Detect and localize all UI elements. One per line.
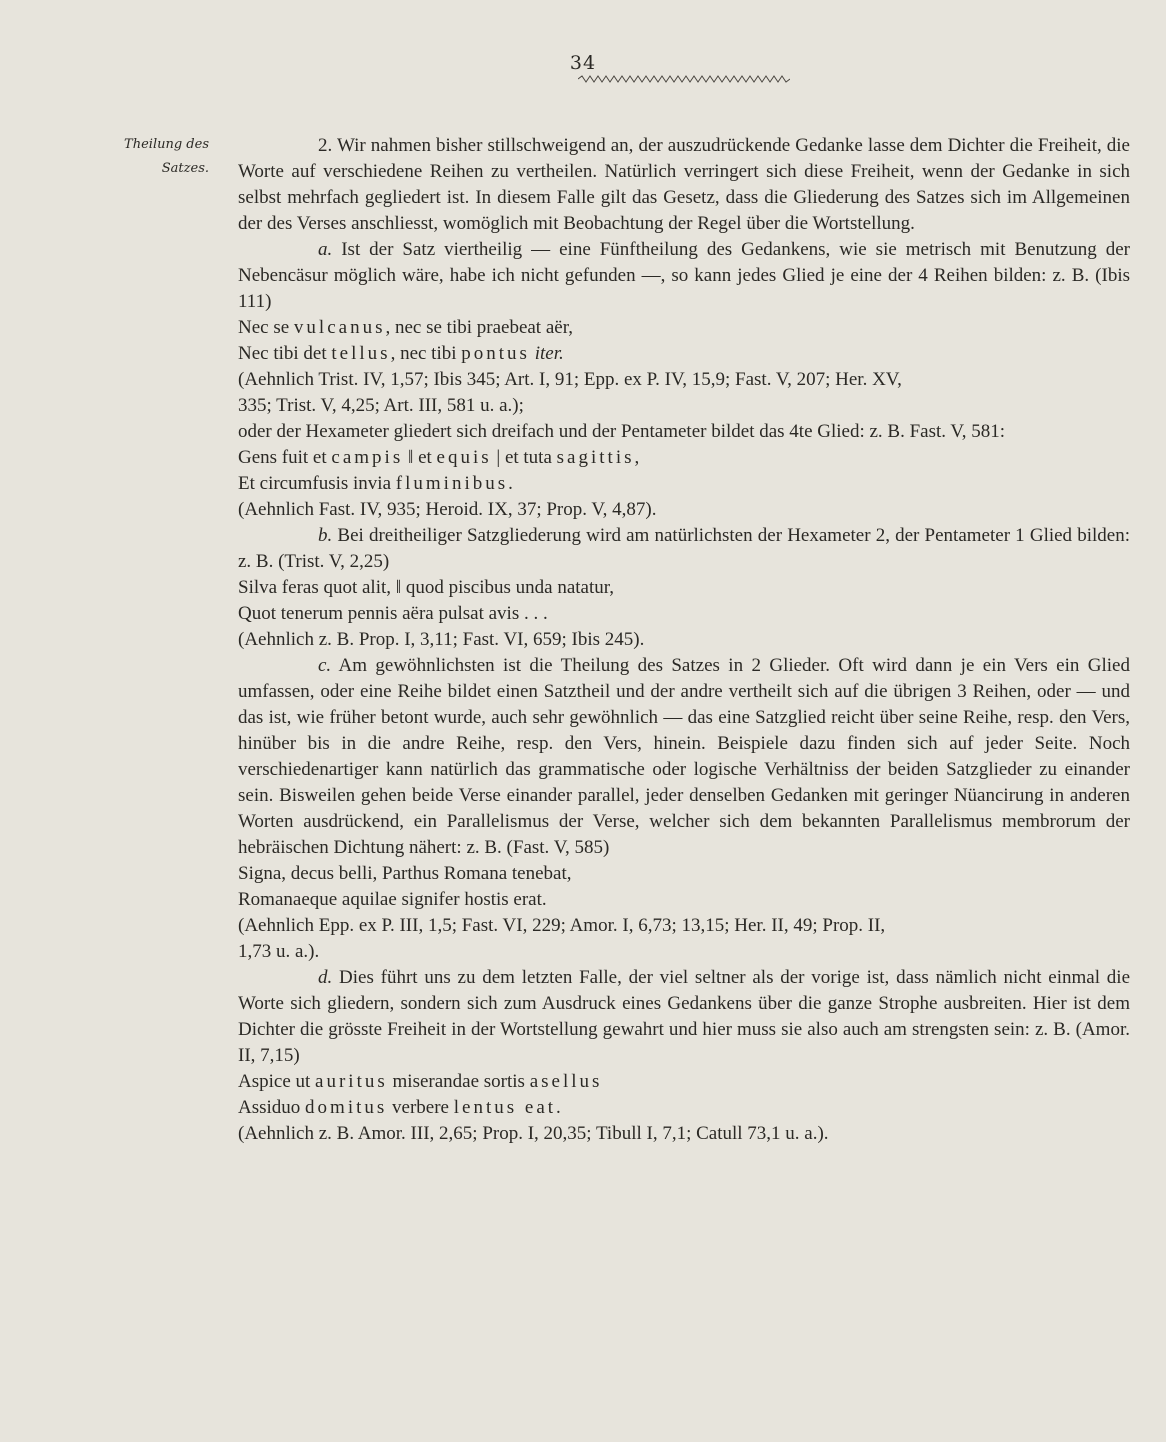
reference-line: 335; Trist. V, 4,25; Art. III, 581 u. a.); [238,395,524,416]
paragraph-a [238,237,1130,315]
main-text [238,133,1130,1147]
verse-line: Et circumfusis invia fluminibus. [238,473,513,494]
page-number: 34 [569,52,597,74]
verse-line: Assiduo domitus verbere lentus eat. [238,1097,561,1118]
margin-note [104,133,209,181]
label-a: a. [318,239,333,260]
label-b: b. [318,525,333,546]
reference-line: (Aehnlich z. B. Prop. I, 3,11; Fast. VI, 659; Ibis 245). [238,629,645,650]
paragraph-b [238,523,1130,575]
verse-line: Signa, decus belli, Parthus Romana tenebat, [238,863,572,884]
paragraph-d [238,965,1130,1069]
reference-line: (Aehnlich Fast. IV, 935; Heroid. IX, 37; Prop. V, 4,87). [238,499,657,520]
paragraph-d-text: Dies führt uns zu dem letzten Falle, der viel seltner als der vorige ist, dass nämlich nicht einmal die Worte sich gliedern, sondern sich zum Ausdruck eines Gedankens über die ganze Strophe ausbreiten. Hier ist dem Dichter die grösste Freiheit in der Wortstellung gewahrt und hier muss sie also auch am strengsten sein: z. B. (Amor. II, 7,15) [238,967,1130,1066]
paragraph-c [238,653,1130,861]
verse-line: Quot tenerum pennis aëra pulsat avis . . . [238,603,548,624]
verse-line: Nec tibi det tellus, nec tibi pontus iter. [238,343,564,364]
verse-line: Silva feras quot alit, ‖ quod piscibus unda natatur, [238,577,615,598]
paragraph-c-text: Am gewöhnlichsten ist die Theilung des Satzes in 2 Glieder. Oft wird dann je ein Vers ein Glied umfassen, oder eine Reihe bildet einen Satztheil und der andre vertheilt sich auf die übrigen 3 Reihen, oder — und das ist, wie früher betont wurde, auch sehr gewöhnlich — das eine Satzglied reicht über seine Reihe, resp. den Vers, hinüber bis in die andre Reihe, resp. den Vers, hinein. Beispiele dazu finden sich auf jeder Seite. Noch verschiedenartiger kann natürlich das grammatische oder logische Verhältniss der beiden Satzglieder zu einander sein. Bisweilen gehen beide Verse einander parallel, jeder denselben Gedanken mit geringer Nüancirung in anderen Worten ausdrückend, ein Parallelismus der Verse, welcher sich dem bekannten Parallelismus membrorum der hebräischen Dichtung nähert: z. B. (Fast. V, 585) [238,655,1130,858]
label-d: d. [318,967,333,988]
paragraph-2: 2. Wir nahmen bisher stillschweigend an, der auszudrückende Gedanke lasse dem Dichter die Freiheit, die Worte auf verschiedene Reihen zu vertheilen. Natürlich verringert sich diese Freiheit, wenn der Gedanke in sich selbst mehrfach gegliedert ist. In diesem Falle gilt das Gesetz, dass die Gliederung des Satzes sich im Allgemeinen der des Verses anschliesst, womöglich mit Beobachtung der Regel über die Wortstellung. [238,135,1130,234]
label-c: c. [318,655,332,676]
decorative-rule [578,74,790,84]
reference-line: 1,73 u. a.). [238,941,320,962]
paragraph-a-continued: oder der Hexameter gliedert sich dreifach und der Pentameter bildet das 4te Glied: z. B. Fast. V, 581: [238,421,1005,442]
verse-line: Gens fuit et campis ‖ et equis | et tuta sagittis, [238,447,640,468]
margin-note-line1: Theilung des [124,137,209,152]
reference-line: (Aehnlich z. B. Amor. III, 2,65; Prop. I, 20,35; Tibull I, 7,1; Catull 73,1 u. a.). [238,1123,829,1144]
paragraph-b-text: Bei dreitheiliger Satzgliederung wird am natürlichsten der Hexameter 2, der Pentameter 1 Glied bilden: z. B. (Trist. V, 2,25) [238,525,1130,572]
verse-line: Nec se vulcanus, nec se tibi praebeat aër, [238,317,574,338]
verse-line: Romanaeque aquilae signifer hostis erat. [238,889,547,910]
verse-line: Aspice ut auritus miserandae sortis asellus [238,1071,603,1092]
reference-line: (Aehnlich Trist. IV, 1,57; Ibis 345; Art. I, 91; Epp. ex P. IV, 15,9; Fast. V, 207; Her. XV, [238,369,902,390]
paragraph-a-text: Ist der Satz viertheilig — eine Fünftheilung des Gedankens, wie sie metrisch mit Benutzung der Nebencäsur möglich wäre, habe ich nicht gefunden —, so kann jedes Glied je eine der 4 Reihen bilden: z. B. (Ibis 111) [238,239,1130,312]
margin-note-line2: Satzes. [161,161,209,176]
reference-line: (Aehnlich Epp. ex P. III, 1,5; Fast. VI, 229; Amor. I, 6,73; 13,15; Her. II, 49; Prop. II, [238,915,886,936]
